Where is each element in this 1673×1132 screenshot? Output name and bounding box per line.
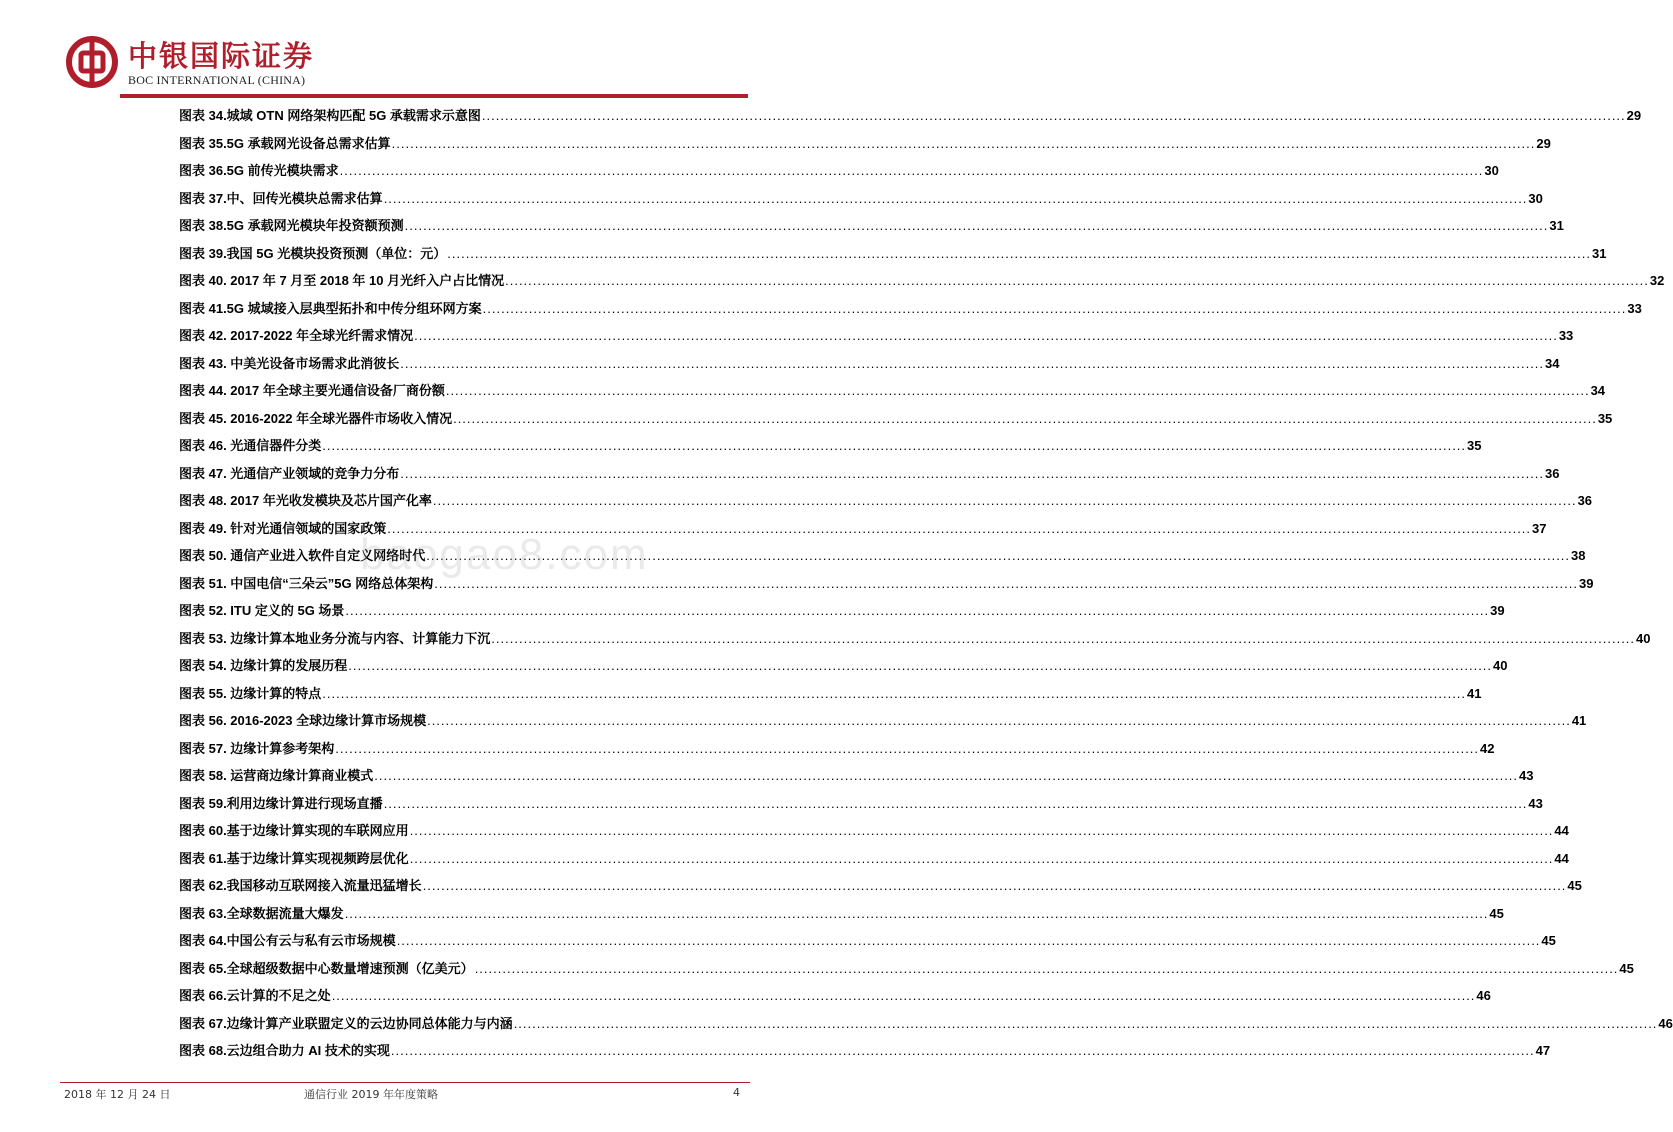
- toc-leader-dots: [392, 130, 1536, 158]
- toc-leader-dots: [483, 295, 1627, 323]
- toc-entry-title: 图表 45. 2016-2022 年全球光器件市场收入情况: [179, 410, 453, 426]
- toc-entry-page: 38: [1571, 548, 1586, 563]
- toc-entry[interactable]: [179, 680, 1482, 708]
- toc-entry-page: 45: [1619, 960, 1634, 976]
- toc-entry-title: 图表 64.中国公有云与私有云市场规模: [179, 933, 396, 948]
- toc-entry[interactable]: [179, 927, 1556, 955]
- toc-entry[interactable]: [179, 460, 1560, 488]
- toc-entry-title: 图表 42. 2017-2022 年全球光纤需求情况: [179, 328, 414, 343]
- toc-leader-dots: [345, 597, 1489, 625]
- toc-entry-title: 图表 39.我国 5G 光模块投资预测（单位：元）: [179, 245, 447, 261]
- toc-entry-page: 37: [1532, 520, 1547, 536]
- toc-entry-title: 图表 68.云边组合助力 AI 技术的实现: [179, 1043, 390, 1058]
- toc-entry-title: 图表 46. 光通信器件分类: [179, 438, 322, 453]
- brand-name-cn: 中银国际证券: [128, 39, 315, 73]
- toc-entry-title: 图表 54. 边缘计算的发展历程: [179, 658, 348, 673]
- toc-entry-page: 30: [1528, 190, 1543, 206]
- toc-entry-title: 图表 37.中、回传光模块总需求估算: [179, 190, 383, 206]
- toc-leader-dots: [453, 405, 1597, 433]
- toc-entry-title: 图表 40. 2017 年 7 月至 2018 年 10 月光纤入户占比情况: [179, 273, 505, 288]
- toc-entry-title: 图表 65.全球超级数据中心数量增速预测（亿美元）: [179, 960, 474, 976]
- toc-leader-dots: [340, 157, 1484, 185]
- toc-entry-title: 图表 36.5G 前传光模块需求: [179, 163, 339, 178]
- toc-entry-page: 45: [1541, 933, 1556, 948]
- toc-leader-dots: [397, 927, 1541, 955]
- toc-entry-title: 图表 61.基于边缘计算实现视频跨层优化: [179, 850, 409, 866]
- toc-entry[interactable]: [179, 487, 1593, 515]
- toc-entry[interactable]: [179, 322, 1574, 350]
- brand-name-en: BOC INTERNATIONAL (CHINA): [128, 73, 306, 87]
- toc-entry-page: 45: [1489, 905, 1504, 921]
- toc-entry-title: 图表 62.我国移动互联网接入流量迅猛增长: [179, 878, 422, 893]
- toc-entry-title: 图表 41.5G 城域接入层典型拓扑和中传分组环网方案: [179, 300, 482, 316]
- toc-entry[interactable]: [179, 790, 1543, 818]
- toc-leader-dots: [433, 487, 1577, 515]
- toc-entry-page: 43: [1528, 795, 1543, 811]
- page-header: [0, 0, 800, 100]
- toc-leader-dots: [475, 955, 1619, 983]
- toc-leader-dots: [374, 762, 1518, 790]
- toc-leader-dots: [447, 240, 1591, 268]
- toc-entry-page: 33: [1558, 328, 1574, 343]
- toc-entry[interactable]: [179, 652, 1508, 680]
- toc-entry[interactable]: [179, 845, 1569, 873]
- toc-entry-page: 35: [1597, 410, 1613, 426]
- toc-entry-page: 40: [1636, 630, 1651, 646]
- toc-entry-page: 40: [1493, 658, 1508, 673]
- toc-entry[interactable]: [179, 762, 1534, 790]
- toc-entry-title: 图表 51. 中国电信“三朵云”5G 网络总体架构: [179, 575, 434, 591]
- toc-leader-dots: [414, 322, 1558, 350]
- toc-entry[interactable]: [179, 625, 1651, 653]
- toc-entry-title: 图表 59.利用边缘计算进行现场直播: [179, 795, 383, 811]
- toc-entry-page: 31: [1591, 245, 1607, 261]
- toc-entry-page: 46: [1658, 1015, 1673, 1031]
- toc-entry-title: 图表 34.城域 OTN 网络架构匹配 5G 承载需求示意图: [179, 108, 481, 123]
- toc-entry-title: 图表 49. 针对光通信领域的国家政策: [179, 520, 387, 536]
- toc-leader-dots: [505, 267, 1649, 295]
- toc-entry-page: 30: [1484, 163, 1499, 178]
- toc-leader-dots: [405, 212, 1549, 240]
- header-divider: [120, 94, 748, 98]
- toc-entry[interactable]: [179, 350, 1560, 378]
- footer-report-title: 通信行业 2019 年年度策略: [304, 1088, 438, 1101]
- toc-entry-title: 图表 53. 边缘计算本地业务分流与内容、计算能力下沉: [179, 630, 491, 646]
- toc-entry-page: 31: [1549, 218, 1564, 233]
- toc-entry[interactable]: [179, 432, 1482, 460]
- toc-leader-dots: [345, 900, 1489, 928]
- toc-entry-page: 44: [1554, 823, 1569, 838]
- toc-leader-dots: [332, 982, 1476, 1010]
- toc-entry-page: 39: [1490, 603, 1505, 618]
- toc-entry-title: 图表 43. 中美光设备市场需求此消彼长: [179, 355, 400, 371]
- toc-entry-title: 图表 67.边缘计算产业联盟定义的云边协同总体能力与内涵: [179, 1015, 513, 1031]
- footer-divider: [60, 1082, 750, 1083]
- toc-entry-page: 34: [1590, 383, 1606, 398]
- toc-entry-page: 35: [1467, 438, 1482, 453]
- toc-entry[interactable]: [179, 405, 1613, 433]
- toc-entry[interactable]: [179, 735, 1495, 763]
- toc-leader-dots: [446, 377, 1590, 405]
- toc-leader-dots: [348, 652, 1492, 680]
- toc-leader-dots: [322, 680, 1466, 708]
- toc-entry-page: 41: [1571, 713, 1587, 728]
- watermark: baogao8.com: [360, 530, 649, 579]
- toc-entry-title: 图表 38.5G 承载网光模块年投资额预测: [179, 218, 404, 233]
- toc-entry[interactable]: [179, 212, 1564, 240]
- toc-leader-dots: [391, 1037, 1535, 1065]
- toc-entry-page: 32: [1649, 273, 1665, 288]
- toc-entry[interactable]: [179, 707, 1587, 735]
- toc-leader-dots: [322, 432, 1466, 460]
- toc-leader-dots: [400, 350, 1544, 378]
- toc-entry[interactable]: [179, 102, 1642, 130]
- toc-entry[interactable]: [179, 130, 1551, 158]
- toc-leader-dots: [423, 872, 1567, 900]
- footer-date: 2018 年 12 月 24 日: [64, 1088, 171, 1101]
- boc-logo-icon: [66, 36, 118, 88]
- toc-entry-page: 36: [1545, 465, 1560, 481]
- toc-leader-dots: [482, 102, 1626, 130]
- toc-entry-title: 图表 63.全球数据流量大爆发: [179, 905, 344, 921]
- page-number: 4: [733, 1086, 740, 1099]
- toc-leader-dots: [335, 735, 1479, 763]
- toc-entry-title: 图表 52. ITU 定义的 5G 场景: [179, 603, 345, 618]
- toc-entry-page: 39: [1578, 575, 1594, 591]
- toc-entry-page: 43: [1519, 768, 1534, 783]
- toc-entry[interactable]: [179, 185, 1543, 213]
- toc-entry[interactable]: [179, 1010, 1673, 1038]
- toc-entry[interactable]: [179, 157, 1499, 185]
- toc-entry-title: 图表 60.基于边缘计算实现的车联网应用: [179, 823, 409, 838]
- toc-entry-page: 42: [1480, 740, 1495, 756]
- toc-entry[interactable]: [179, 982, 1491, 1010]
- toc-entry[interactable]: [179, 900, 1504, 928]
- toc-entry[interactable]: [179, 872, 1582, 900]
- toc-entry-page: 29: [1536, 135, 1551, 151]
- toc-entry[interactable]: [179, 267, 1665, 295]
- toc-entry-title: 图表 56. 2016-2023 全球边缘计算市场规模: [179, 713, 427, 728]
- toc-entry-title: 图表 55. 边缘计算的特点: [179, 685, 322, 701]
- toc-entry-title: 图表 57. 边缘计算参考架构: [179, 740, 335, 756]
- toc-entry[interactable]: [179, 240, 1607, 268]
- toc-entry-page: 46: [1476, 988, 1491, 1003]
- toc-entry-page: 45: [1567, 878, 1582, 893]
- toc-entry-title: 图表 66.云计算的不足之处: [179, 988, 331, 1003]
- toc-entry-title: 图表 35.5G 承载网光设备总需求估算: [179, 135, 391, 151]
- toc-entry[interactable]: [179, 1037, 1551, 1065]
- toc-entry-page: 47: [1535, 1043, 1551, 1058]
- toc-entry-page: 33: [1627, 300, 1642, 316]
- toc-leader-dots: [410, 817, 1554, 845]
- toc-entry[interactable]: [179, 817, 1569, 845]
- toc-leader-dots: [384, 790, 1528, 818]
- toc-entry-page: 34: [1545, 355, 1560, 371]
- toc-entry[interactable]: [179, 955, 1634, 983]
- toc-leader-dots: [514, 1010, 1658, 1038]
- toc-leader-dots: [491, 625, 1635, 653]
- toc-leader-dots: [427, 707, 1571, 735]
- figure-index-list: [179, 102, 1673, 1065]
- toc-leader-dots: [384, 185, 1528, 213]
- toc-entry[interactable]: [179, 377, 1606, 405]
- toc-entry-page: 41: [1467, 685, 1482, 701]
- toc-entry[interactable]: [179, 295, 1642, 323]
- toc-leader-dots: [410, 845, 1554, 873]
- toc-entry-page: 29: [1626, 108, 1642, 123]
- toc-entry-title: 图表 48. 2017 年光收发模块及芯片国产化率: [179, 493, 432, 508]
- toc-entry-title: 图表 44. 2017 年全球主要光通信设备厂商份额: [179, 383, 445, 398]
- toc-entry-title: 图表 58. 运营商边缘计算商业模式: [179, 768, 374, 783]
- toc-entry[interactable]: [179, 597, 1505, 625]
- toc-entry-page: 44: [1554, 850, 1569, 866]
- toc-leader-dots: [400, 460, 1544, 488]
- toc-entry-title: 图表 47. 光通信产业领域的竞争力分布: [179, 465, 400, 481]
- toc-entry-page: 36: [1577, 493, 1593, 508]
- toc-entry-title: 图表 50. 通信产业进入软件自定义网络时代: [179, 548, 426, 563]
